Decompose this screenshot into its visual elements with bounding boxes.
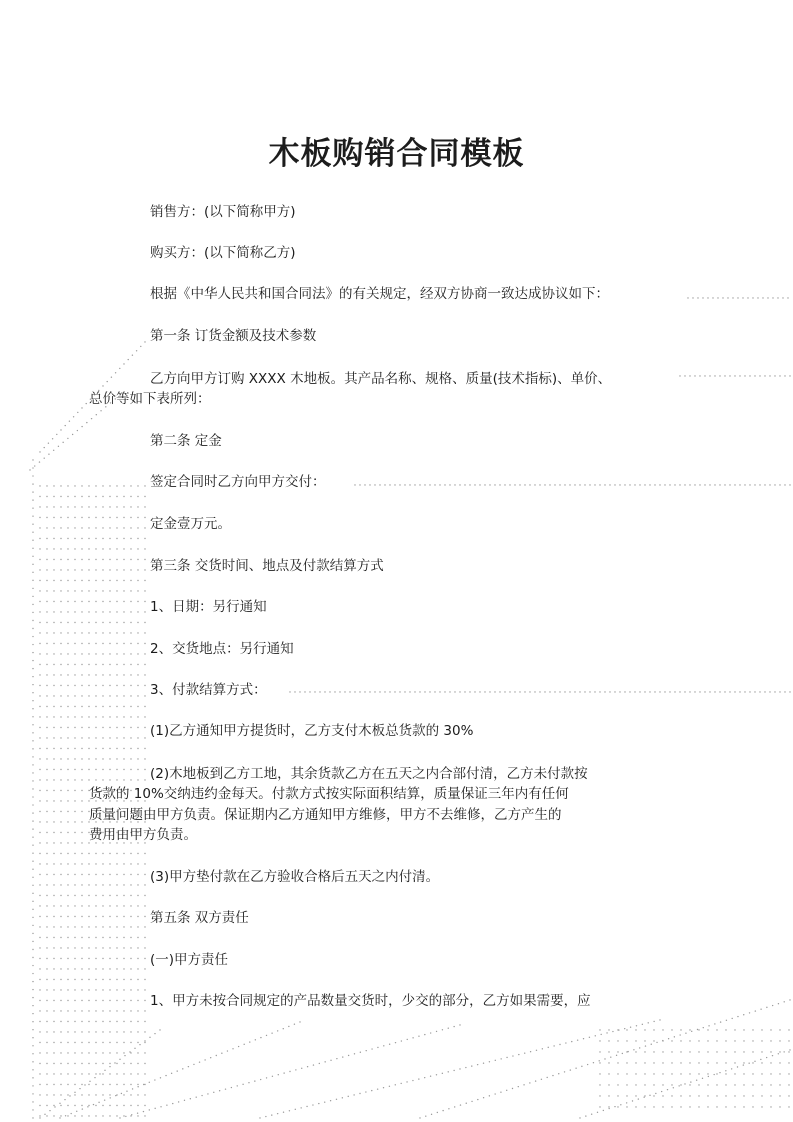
article-2-paragraph-2: 定金壹万元。 (150, 516, 231, 532)
payment-term-2-line-3: 质量问题由甲方负责。保证期内乙方通知甲方维修，甲方不去维修，乙方产生的 (89, 807, 562, 823)
buyer-line: 购买方：(以下简称乙方) (150, 245, 296, 261)
article-2-paragraph-1: 签定合同时乙方向甲方交付： (150, 474, 326, 490)
article-5-item-1: 1、甲方未按合同规定的产品数量交货时，少交的部分，乙方如果需要，应 (150, 993, 591, 1009)
article-5-title: 第五条 双方责任 (150, 910, 249, 926)
article-5-subsection-1: (一)甲方责任 (150, 952, 229, 968)
payment-term-2-line-1: (2)木地板到乙方工地，其余货款乙方在五天之内合部付清，乙方未付款按 (150, 766, 588, 782)
preamble: 根据《中华人民共和国合同法》的有关规定，经双方协商一致达成协议如下： (150, 286, 609, 302)
page-title: 木板购销合同模板 (268, 136, 525, 172)
article-3-item-1: 1、日期：另行通知 (150, 599, 267, 615)
payment-term-2-line-2: 货款的 10%交纳违约金每天。付款方式按实际面积结算，质量保证三年内有任何 (89, 786, 569, 802)
payment-term-1: (1)乙方通知甲方提货时，乙方支付木板总货款的 30% (150, 723, 474, 739)
article-1-line-2: 总价等如下表所列： (89, 391, 211, 407)
article-3-title: 第三条 交货时间、地点及付款结算方式 (150, 558, 384, 574)
payment-term-3: (3)甲方垫付款在乙方验收合格后五天之内付清。 (150, 869, 440, 885)
seller-line: 销售方：(以下简称甲方) (150, 204, 296, 220)
article-1-line-1: 乙方向甲方订购 XXXX 木地板。其产品名称、规格、质量(技术指标)、单价、 (150, 371, 612, 387)
article-3-item-3: 3、付款结算方式： (150, 682, 267, 698)
article-2-title: 第二条 定金 (150, 433, 222, 449)
payment-term-2-line-4: 费用由甲方负责。 (89, 827, 197, 843)
article-1-title: 第一条 订货金额及技术参数 (150, 328, 317, 344)
article-3-item-2: 2、交货地点：另行通知 (150, 641, 294, 657)
